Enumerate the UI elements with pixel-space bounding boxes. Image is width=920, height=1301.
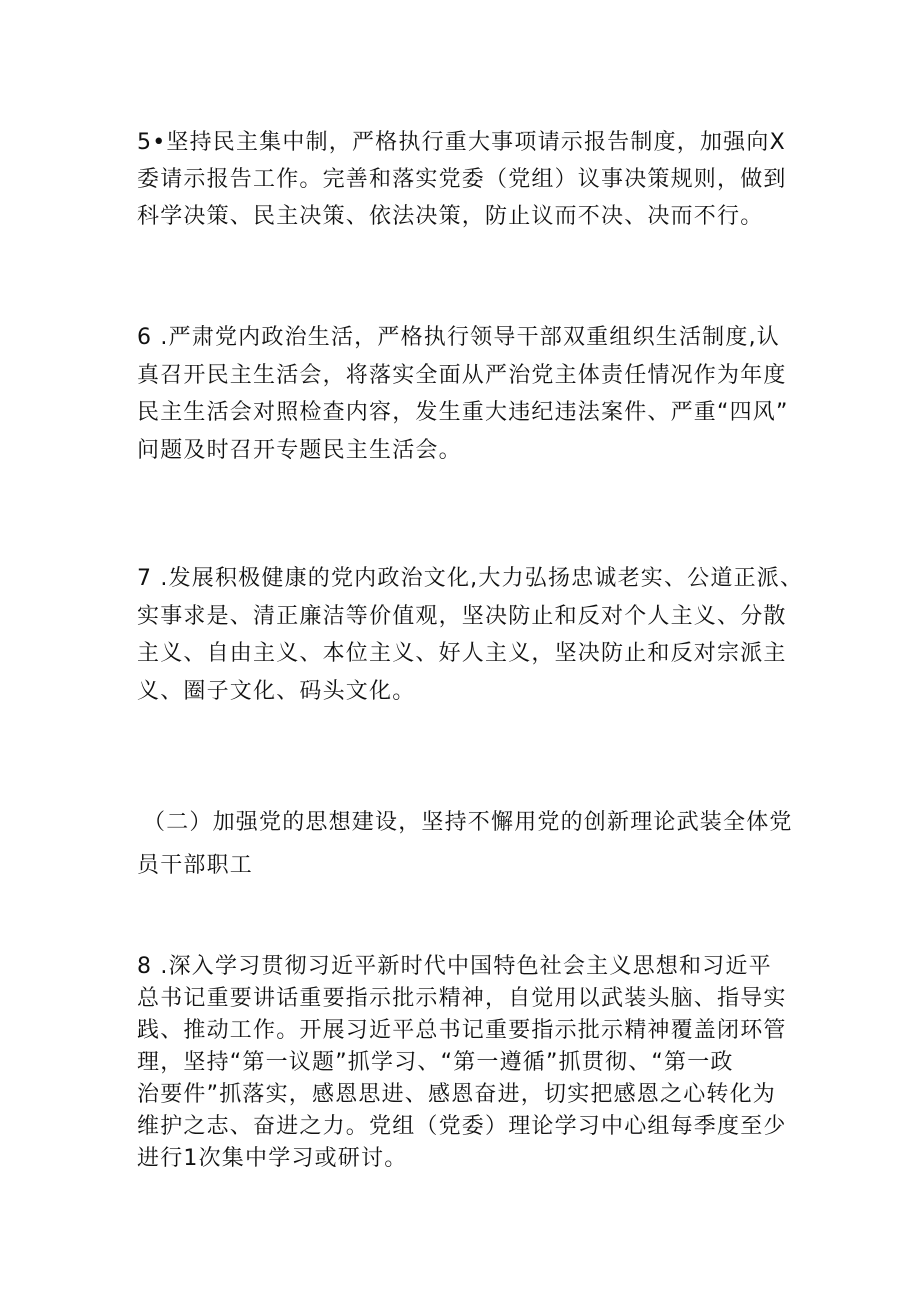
text-line: 实事求是、清正廉洁等价值观，坚决防止和反对个人主义、分散 <box>137 603 787 629</box>
text-line: 6 .严肃党内政治生活，严格执行领导干部双重组织生活制度,认 <box>137 325 780 350</box>
text-line: 真召开民主生活会，将落实全面从严治党主体责任情况作为年度 <box>137 362 787 388</box>
text-line: 理，坚持“第一议题”抓学习、“第一遵循”抓贯彻、“第一政 <box>137 1050 734 1075</box>
text-line: 5•坚持民主集中制，严格执行重大事项请示报告制度，加强向X <box>137 130 786 155</box>
paragraph-item-8 <box>137 951 793 1175</box>
text-line: 进行1次集中学习或研讨。 <box>137 1146 408 1171</box>
text-line: 主义、自由主义、本位主义、好人主义，坚决防止和反对宗派主 <box>137 641 787 666</box>
paragraph-item-7 <box>137 560 804 710</box>
heading-line: 员干部职工 <box>137 853 254 878</box>
paragraph-item-5 <box>137 124 793 235</box>
text-line: 科学决策、民主决策、依法决策，防止议而不决、决而不行。 <box>137 204 764 229</box>
paragraph-item-6 <box>137 319 793 469</box>
heading-line: （二）加强党的思想建设，坚持不懈用党的创新理论武装全体党 <box>143 810 793 835</box>
text-line: 治要件”抓落实，感恩思进、感恩奋进，切实把感恩之心转化为 <box>137 1082 776 1107</box>
text-line: 委请示报告工作。完善和落实党委（党组）议事决策规则，做到 <box>137 167 787 192</box>
text-line: 问题及时召开专题民主生活会。 <box>137 437 462 463</box>
text-line: 民主生活会对照检查内容，发生重大违纪违法案件、严重“四风” <box>137 400 789 425</box>
text-line: 总书记重要讲话重要指示批示精神，自觉用以武装头脑、指导实 <box>137 986 787 1011</box>
text-line: 义、圈子文化、码头文化。 <box>137 678 416 704</box>
text-line: 8 .深入学习贯彻习近平新时代中国特色社会主义思想和习近平 <box>137 954 772 979</box>
text-line: 7 .发展积极健康的党内政治文化,大力弘扬忠诚老实、公道正派、 <box>137 566 804 591</box>
text-line: 践、推动工作。开展习近平总书记重要指示批示精神覆盖闭环管 <box>137 1018 787 1043</box>
section-heading-2 <box>137 801 793 887</box>
text-line: 维护之志、奋进之力。党组（党委）理论学习中心组每季度至少 <box>137 1114 787 1139</box>
